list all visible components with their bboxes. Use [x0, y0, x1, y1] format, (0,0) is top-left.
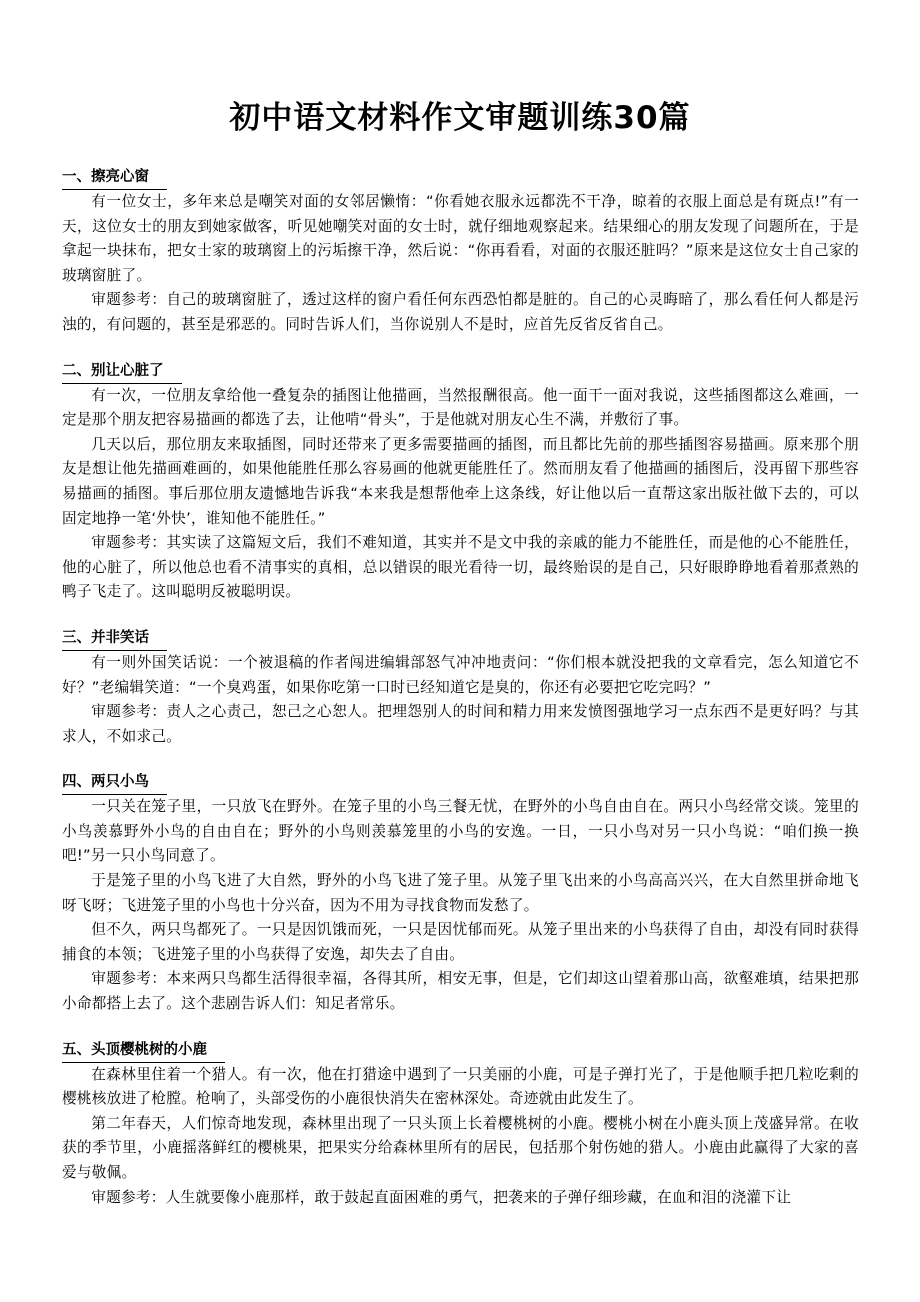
section-4: [62, 771, 859, 1016]
paragraph: 第二年春天，人们惊奇地发现，森林里出现了一只头顶上长着樱桃树的小鹿。樱桃小树在小鹿头顶上茂盛异常。在收获的季节里，小鹿摇落鲜红的樱桃果，把果实分给森林里所有的居民，包括那个射伤她的猎人。小鹿由此赢得了大家的喜爱与敬佩。: [62, 1114, 859, 1181]
paragraph: 审题参考：自己的玻璃窗脏了，透过这样的窗户看任何东西恐怕都是脏的。自己的心灵晦暗了，那么看任何人都是污浊的，有问题的，甚至是邪恶的。同时告诉人们，当你说别人不是时，应首先反省反省自己。: [62, 291, 859, 333]
paragraph: 于是笼子里的小鸟飞进了大自然，野外的小鸟飞进了笼子里。从笼子里飞出来的小鸟高高兴兴，在大自然里拼命地飞呀飞呀；飞进笼子里的小鸟也十分兴奋，因为不用为寻找食物而发愁了。: [62, 872, 859, 914]
paragraph: 审题参考：责人之心责己，恕己之心恕人。把埋怨别人的时间和精力用来发愤图强地学习一点东西不是更好吗？与其求人，不如求己。: [62, 703, 859, 745]
paragraph: 但不久，两只鸟都死了。一只是因饥饿而死，一只是因忧郁而死。从笼子里出来的小鸟获得了自由，却没有同时获得捕食的本领；飞进笼子里的小鸟获得了安逸，却失去了自由。: [62, 921, 859, 963]
paragraph: 一只关在笼子里，一只放飞在野外。在笼子里的小鸟三餐无忧，在野外的小鸟自由自在。两只小鸟经常交谈。笼里的小鸟羡慕野外小鸟的自由自在；野外的小鸟则羡慕笼里的小鸟的安逸。一日，一只小鸟对另一只小鸟说：“咱们换一换吧!”另一只小鸟同意了。: [62, 798, 859, 865]
section-2: [62, 360, 859, 605]
paragraph: 在森林里住着一个猎人。有一次，他在打猎途中遇到了一只美丽的小鹿，可是子弹打光了，于是他顺手把几粒吃剩的樱桃核放进了枪膛。枪响了，头部受伤的小鹿很快消失在密林深处。奇迹就由此发生了。: [62, 1065, 859, 1108]
section-5: [62, 1039, 859, 1211]
paragraph: 审题参考：本来两只鸟都生活得很幸福，各得其所，相安无事，但是，它们却这山望着那山高，欲壑难填，结果把那小命都搭上去了。这个悲剧告诉人们：知足者常乐。: [62, 970, 859, 1013]
section-heading: 一、擦亮心窗: [62, 166, 167, 190]
paragraph: 有一次，一位朋友拿给他一叠复杂的插图让他描画，当然报酬很高。他一面干一面对我说，这些插图都这么难画，一定是那个朋友把容易描画的都选了去，让他啃“骨头”，于是他就对朋友心生不满，并敷衍了事。: [62, 386, 859, 429]
section-heading: 三、并非笑话: [62, 627, 167, 651]
document-body: [62, 166, 859, 1232]
section-1: [62, 166, 859, 338]
paragraph: 审题参考：其实读了这篇短文后，我们不难知道，其实并不是文中我的亲戚的能力不能胜任，而是他的心不能胜任，他的心脏了，所以他总也看不清事实的真相，总以错误的眼光看待一切，最终贻误的是自己，只好眼睁睁地看着那煮熟的鸭子飞走了。这叫聪明反被聪明误。: [62, 534, 859, 601]
section-3: [62, 627, 859, 749]
section-heading: 四、两只小鸟: [62, 771, 167, 795]
paragraph: 有一则外国笑话说：一个被退稿的作者闯进编辑部怒气冲冲地责问：“你们根本就没把我的文章看完，怎么知道它不好？”老编辑笑道：“一个臭鸡蛋，如果你吃第一口时已经知道它是臭的，你还有必要把它吃完吗？”: [62, 653, 859, 696]
paragraph: 有一位女士，多年来总是嘲笑对面的女邻居懒惰：“你看她衣服永远都洗不干净，晾着的衣服上面总是有斑点!”有一天，这位女士的朋友到她家做客，听见她嘲笑对面的女士时，就仔细地观察起来。结果细心的朋友发现了问题所在，于是拿起一块抹布，把女士家的玻璃窗上的污垢擦干净，然后说：“你再看看，对面的衣服还脏吗？”原来是这位女士自己家的玻璃窗脏了。: [62, 193, 859, 284]
page-title: 初中语文材料作文审题训练30篇: [229, 100, 691, 136]
section-heading: 五、头顶樱桃树的小鹿: [62, 1039, 225, 1063]
section-heading: 二、别让心脏了: [62, 360, 182, 384]
paragraph: 几天以后，那位朋友来取插图，同时还带来了更多需要描画的插图，而且都比先前的那些插图容易描画。原来那个朋友是想让他先描画难画的，如果他能胜任那么容易画的他就更能胜任了。然而朋友看了他描画的插图后，没再留下那些容易描画的插图。事后那位朋友遗憾地告诉我“本来我是想帮他牵上这条线，好让他以后一直帮这家出版社做下去的，可以固定地挣一笔‘外快’，谁知他不能胜任。”: [62, 435, 859, 527]
paragraph: 审题参考：人生就要像小鹿那样，敢于鼓起直面困难的勇气，把袭来的子弹仔细珍藏，在血和泪的浇灌下让: [91, 1188, 792, 1206]
